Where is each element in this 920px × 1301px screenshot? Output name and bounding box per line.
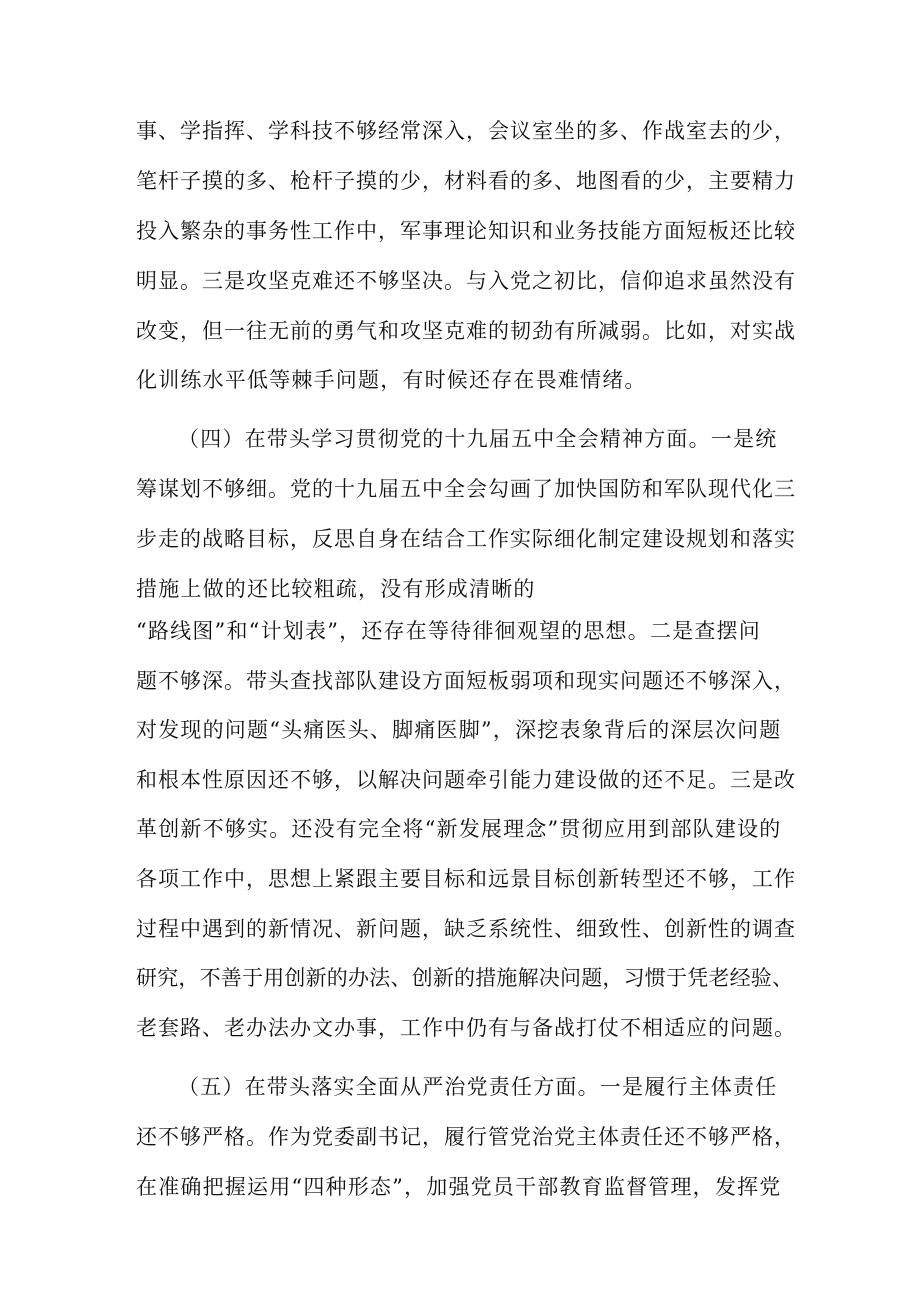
paragraph-2-line-10: 各项工作中，思想上紧跟主要目标和远景目标创新转型还不够，工作 (136, 867, 796, 891)
paragraph-3-line-2: 还不够严格。作为党委副书记，履行管党治党主体责任还不够严格， (136, 1125, 796, 1149)
paragraph-2-line-3: 步走的战略目标，反思自身在结合工作实际细化制定建设规划和落实 (136, 527, 796, 551)
paragraph-2-line-8: 和根本性原因还不够，以解决问题牵引能力建设做的还不足。三是改 (136, 768, 796, 792)
paragraph-1-line-2: 笔杆子摸的多、枪杆子摸的少，材料看的多、地图看的少，主要精力 (136, 169, 796, 193)
paragraph-3-line-1: （五）在带头落实全面从严治党责任方面。一是履行主体责任 (178, 1075, 778, 1099)
paragraph-2-line-2: 筹谋划不够细。党的十九届五中全会勾画了加快国防和军队现代化三 (136, 477, 796, 501)
paragraph-2-line-12: 研究，不善于用创新的办法、创新的措施解决问题，习惯于凭老经验、 (136, 966, 794, 990)
paragraph-2-line-7: 对发现的问题“头痛医头、脚痛医脚”，深挖表象背后的深层次问题 (136, 718, 782, 742)
paragraph-1-line-4: 明显。三是攻坚克难还不够坚决。与入党之初比，信仰追求虽然没有 (136, 269, 796, 293)
paragraph-3-line-3: 在准确把握运用“四种形态”，加强党员干部教育监督管理，发挥党 (136, 1175, 782, 1199)
paragraph-2-line-6: 题不够深。带头查找部队建设方面短板弱项和现实问题还不够深入， (136, 669, 796, 693)
paragraph-2-line-5: “路线图”和“计划表”，还存在等待徘徊观望的思想。二是查摆问 (136, 619, 761, 643)
paragraph-1-line-3: 投入繁杂的事务性工作中，军事理论知识和业务技能方面短板还比较 (136, 219, 796, 243)
paragraph-1-line-5: 改变，但一往无前的勇气和攻坚克难的韧劲有所减弱。比如，对实战 (136, 319, 796, 343)
paragraph-2-line-9: 革创新不够实。还没有完全将“新发展理念”贯彻应用到部队建设的 (136, 817, 782, 841)
paragraph-1-line-1: 事、学指挥、学科技不够经常深入，会议室坐的多、作战室去的少， (136, 119, 796, 143)
paragraph-1-line-6: 化训练水平低等棘手问题，有时候还存在畏难情绪。 (136, 368, 647, 392)
paragraph-2-line-13: 老套路、老办法办文办事，工作中仍有与备战打仗不相适应的问题。 (136, 1016, 796, 1040)
paragraph-2-line-4: 措施上做的还比较粗疏，没有形成清晰的 (136, 577, 536, 601)
paragraph-2-line-11: 过程中遇到的新情况、新问题，缺乏系统性、细致性、创新性的调查 (136, 917, 796, 941)
paragraph-2-line-1: （四）在带头学习贯彻党的十九届五中全会精神方面。一是统 (178, 427, 778, 451)
